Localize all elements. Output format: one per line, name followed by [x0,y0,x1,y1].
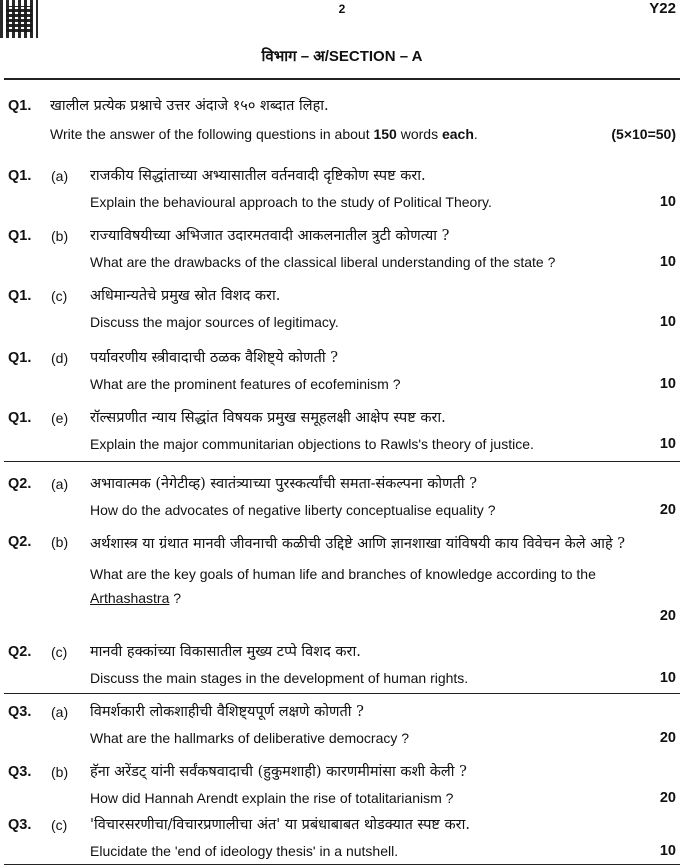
total-marks: (5×10=50) [611,126,676,142]
question-marathi: पर्यावरणीय स्त्रीवादाची ठळक वैशिष्ट्ये कोणती ? [90,350,339,366]
question-english: How do the advocates of negative liberty conceptualise equality ? [90,502,496,518]
question-part: (b) [51,764,69,780]
question-english: Elucidate the 'end of ideology thesis' in a nutshell. [90,843,399,859]
instruction-english: Write the answer of the following questions in about 150 words each. [50,126,478,142]
question-marathi: 'विचारसरणीचा/विचारप्रणालीचा अंत' या प्रबंधाबाबत थोडक्यात स्पष्ट करा. [90,817,470,833]
bottom-divider [4,864,680,865]
question-marks: 20 [659,730,676,746]
question-marathi: राजकीय सिद्धांताच्या अभ्यासातील वर्तनवादी दृष्टिकोण स्पष्ट करा. [90,168,426,184]
question-marks: 10 [659,843,676,859]
section-divider [4,461,680,462]
question-label: Q3. [8,817,32,833]
paper-code: Y22 [649,0,676,17]
question-english: Explain the major communitarian objections to Rawls's theory of justice. [90,436,534,452]
question-marks: 10 [659,670,676,686]
page-number: 2 [338,2,346,16]
question-label: Q1. [8,98,32,114]
question-label: Q2. [8,476,32,492]
question-marks: 20 [659,608,676,624]
question-english: What are the key goals of human life and branches of knowledge according to the Arthashastra ? [90,566,596,606]
question-marathi: हॅना अरेंडट् यांनी सर्वंकषवादाची (हुकुमशाही) कारणमीमांसा कशी केली ? [90,764,467,780]
question-marathi: अभावात्मक (नेगेटीव्ह) स्वातंत्र्याच्या पुरस्कर्त्यांची समता-संकल्पना कोणती ? [90,476,478,492]
question-english: What are the prominent features of ecofeminism ? [90,376,401,392]
question-marathi: अर्थशास्त्र या ग्रंथात मानवी जीवनाची कळीची उद्दिष्टे आणि ज्ञानशाखा यांविषयी काय विवेचन केले आहे ? [90,536,626,552]
question-label: Q1. [8,410,32,426]
question-part: (a) [51,168,69,184]
question-label: Q3. [8,764,32,780]
question-part: (a) [51,704,69,720]
question-marks: 10 [659,436,676,452]
header-divider [4,78,680,80]
section-divider [4,693,680,694]
question-label: Q1. [8,168,32,184]
question-part: (b) [51,228,69,244]
question-english: Discuss the major sources of legitimacy. [90,314,339,330]
question-marathi: राज्याविषयीच्या अभिजात उदारमतवादी आकलनातील त्रुटी कोणत्या ? [90,228,450,244]
question-label: Q1. [8,228,32,244]
question-english: Explain the behavioural approach to the study of Political Theory. [90,194,492,210]
question-marks: 10 [659,314,676,330]
question-marathi: रॉल्सप्रणीत न्याय सिद्धांत विषयक प्रमुख समूहलक्षी आक्षेप स्पष्ट करा. [90,410,446,426]
book-title: Arthashastra [90,590,170,606]
question-marathi: विमर्शकारी लोकशाहीची वैशिष्ट्यपूर्ण लक्षणे कोणती ? [90,704,364,720]
question-label: Q2. [8,644,32,660]
question-label: Q3. [8,704,32,720]
question-english: What are the drawbacks of the classical liberal understanding of the state ? [90,254,556,270]
question-part: (c) [51,288,68,304]
question-marks: 10 [659,376,676,392]
question-part: (b) [51,534,69,550]
question-marks: 10 [659,194,676,210]
question-label: Q2. [8,534,32,550]
question-marks: 10 [659,254,676,270]
question-part: (a) [51,476,69,492]
question-marathi: मानवी हक्कांच्या विकासातील मुख्य टप्पे विशद करा. [90,644,361,660]
question-part: (c) [51,817,68,833]
section-title: विभाग – अ/SECTION – A [261,48,423,65]
question-part: (d) [51,350,69,366]
question-part: (e) [51,410,69,426]
question-english: How did Hannah Arendt explain the rise of totalitarianism ? [90,790,454,806]
instruction-marathi: खालील प्रत्येक प्रश्नाचे उत्तर अंदाजे १५० शब्दात लिहा. [50,98,329,114]
question-marathi: अधिमान्यतेचे प्रमुख स्रोत विशद करा. [90,288,281,304]
question-label: Q1. [8,288,32,304]
question-marks: 20 [659,502,676,518]
question-label: Q1. [8,350,32,366]
question-english: What are the hallmarks of deliberative democracy ? [90,730,410,746]
question-marks: 20 [659,790,676,806]
question-part: (c) [51,644,68,660]
question-english: Discuss the main stages in the development of human rights. [90,670,469,686]
